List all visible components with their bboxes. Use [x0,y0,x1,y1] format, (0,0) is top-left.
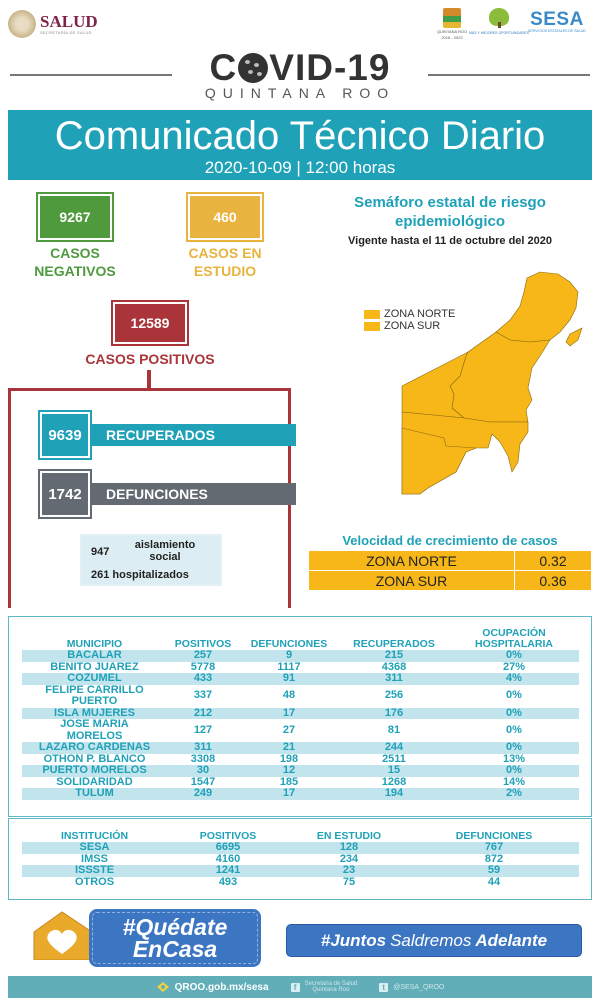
instituciones-header-row [22,828,579,842]
table-row [22,842,579,854]
hospitalizados-label: hospitalizados [112,569,189,581]
table-cell: 249 [167,788,239,800]
legend-label-sur: ZONA SUR [384,320,441,332]
positivos-label: CASOS POSITIVOS [85,351,215,367]
quedate-line2: EnCasa [132,936,218,962]
qroo-diamond-icon [156,981,170,993]
table-cell: 0% [449,765,579,777]
table-cell: 1117 [277,660,301,673]
juntos-part3: Adelante [475,930,548,950]
table-cell: 257 [167,650,239,662]
quedate-line1: #Quédate [122,914,228,940]
bracket-stem [147,370,151,390]
col-header-municipio: MUNICIPIO [66,638,123,650]
table-cell: 1241 [167,865,289,877]
aislamiento-value: 947 [91,546,110,558]
table-cell: IMSS [81,852,108,865]
quedate-text [92,912,258,964]
juntos-part2: Saldremos [390,930,472,950]
en-estudio-box [186,192,264,242]
table-cell: 212 [167,708,239,720]
house-heart-icon [30,910,100,960]
table-cell: TULUM [22,788,167,800]
col-header-en-estudio: EN ESTUDIO [316,830,382,842]
table-row [22,685,579,708]
covid-subtitle: QUINTANA ROO [204,85,396,101]
velocidad-zona: ZONA SUR [309,571,515,591]
bracket-left [8,388,11,608]
quintana-roo-shield-icon [443,8,461,28]
table-cell: FELIPE CARRILLO PUERTO [45,683,144,707]
table-cell: 244 [339,742,449,754]
table-cell: 44 [487,875,501,888]
positivos-value: 12589 [115,304,185,342]
semaforo-vigencia: Vigente hasta el 11 de octubre del 2020 [348,235,552,247]
table-cell: 0% [506,723,522,736]
en-estudio-label-line1: CASOS EN [188,245,262,261]
table-row [22,742,579,754]
positivos-box [111,300,189,346]
municipios-body [22,650,579,800]
semaforo-title [310,193,590,231]
quintana-roo-logo-years: 2016 - 2022 [441,35,463,40]
banner-date: 2020-10-09 | 12:00 horas [204,158,396,177]
table-cell: 21 [239,742,339,754]
table-cell: OTROS [74,875,115,888]
semaforo-title-line1: Semáforo estatal de riesgo [354,194,546,211]
aislamiento-label-line2: social [149,551,181,563]
quedate-en-casa-badge [30,910,262,968]
municipios-header-row [22,624,579,650]
salud-logo [8,10,98,38]
sesa-logo-subtitle: SERVICIOS ESTATALES DE SALUD [528,29,586,33]
table-cell: 4160 [215,852,241,865]
facebook-line1: Secretaria de Salud [304,981,358,987]
table-cell: 1268 [381,775,407,788]
table-cell: 27 [282,723,296,736]
table-row [22,877,579,889]
aislamiento-hospitalizados-box [80,534,222,586]
table-cell: 13% [502,752,526,765]
quintana-roo-map [380,260,600,530]
table-cell: 337 [193,689,213,702]
table-cell: ISSSTE [22,865,167,877]
table-cell: 2511 [382,752,406,765]
table-row [22,650,579,662]
defunciones-label: DEFUNCIONES [92,483,296,505]
table-cell: 433 [167,673,239,685]
table-cell: 91 [239,673,339,685]
negativos-value: 9267 [40,196,110,238]
defunciones-value: 1742 [42,473,88,515]
salud-logo-name: SALUD [40,12,98,31]
facebook-line2: Quintana Roo [312,987,350,993]
table-cell: 0% [449,708,579,720]
juntos-saldremos-badge [286,924,582,957]
mas-oportunidades-text: MÁS Y MEJORES OPORTUNIDADES [468,31,530,35]
table-row [22,765,579,777]
table-cell: 4% [449,673,579,685]
col-header-recuperados: RECUPERADOS [353,638,435,650]
table-cell: 311 [167,742,239,754]
legend-swatch-sur [364,322,380,331]
table-cell: 27% [502,660,526,673]
hospitalizados-line [91,569,189,581]
en-estudio-value: 460 [190,196,260,238]
sesa-logo [528,10,586,33]
table-cell: 15 [339,765,449,777]
table-cell: 194 [339,788,449,800]
hospitalizados-value: 261 [91,569,110,581]
website-text: QROO.gob.mx/sesa [174,981,269,993]
juntos-part1: #Juntos [320,930,387,950]
table-cell: 872 [484,852,504,865]
col-header-positivos: POSITIVOS [199,830,257,842]
facebook-link[interactable] [291,981,358,993]
table-cell: 215 [339,650,449,662]
footer-bar [8,976,592,998]
aislamiento-label-line1: aislamiento [134,539,196,551]
bracket-top [8,388,291,391]
table-cell: PUERTO MORELOS [22,765,167,777]
mas-oportunidades-logo [468,8,530,35]
velocidad-valor: 0.36 [515,571,592,591]
table-cell: 9 [239,650,339,662]
velocidad-title: Velocidad de crecimiento de casos [342,533,558,548]
table-cell: 256 [384,689,404,702]
table-cell: 198 [279,752,299,765]
table-cell: 493 [218,875,238,888]
table-cell: 1547 [190,775,216,788]
velocidad-valor: 0.32 [515,551,592,571]
map-region-central [450,332,550,422]
table-cell: 3308 [190,752,216,765]
table-cell: 127 [193,723,213,736]
instituciones-table [22,828,579,888]
table-cell: BENITO JUAREZ [50,660,139,673]
title-banner [8,110,592,180]
negativos-label [20,244,130,280]
table-cell: 81 [387,723,401,736]
table-cell: 75 [342,875,356,888]
table-cell: 59 [409,865,579,877]
twitter-link[interactable] [379,983,444,992]
table-cell: 5778 [190,660,216,673]
table-row [22,788,579,800]
table-cell: 17 [239,708,339,720]
negativos-box [36,192,114,242]
municipios-table [22,624,579,800]
table-cell: 0% [449,742,579,754]
legend-label-norte: ZONA NORTE [384,308,456,320]
table-row [22,719,579,742]
table-row [22,673,579,685]
velocidad-row [309,571,592,591]
facebook-icon: f [291,983,300,992]
col-header-positivos: POSITIVOS [174,638,232,650]
mexico-seal-icon [8,10,36,38]
aislamiento-label [126,539,204,563]
cozumel-island-icon [566,328,582,346]
en-estudio-label [170,244,280,280]
col-header-institucion: INSTITUCIÓN [60,830,129,842]
table-cell: LAZARO CARDENAS [22,742,167,754]
website-link[interactable] [156,981,269,993]
col-header-defunciones: DEFUNCIONES [250,638,328,650]
table-cell: 176 [339,708,449,720]
table-cell: 23 [289,865,409,877]
velocidad-zona: ZONA NORTE [309,551,515,571]
table-cell: 4368 [381,660,407,673]
table-cell: 12 [239,765,339,777]
covid-title-prefix: C [209,47,238,88]
legend-swatch-norte [364,310,380,319]
map-region-north [496,272,578,342]
twitter-handle: @SESA_QROO [393,983,445,991]
recuperados-stat [38,410,296,460]
velocidad-table [308,550,592,591]
defunciones-stat [38,469,296,519]
table-cell: ISLA MUJERES [22,708,167,720]
table-cell: 6695 [167,842,289,854]
table-cell: 30 [167,765,239,777]
tree-icon [489,8,509,26]
quintana-roo-logo-text: QUINTANA ROO [436,29,468,34]
recuperados-label: RECUPERADOS [92,424,296,446]
table-cell: 14% [502,775,526,788]
table-cell: 234 [339,852,359,865]
table-cell: OTHON P. BLANCO [43,752,146,765]
salud-logo-subtitle: SECRETARÍA DE SALUD [40,30,92,35]
quintana-roo-logo [436,8,468,40]
velocidad-row [309,551,592,571]
negativos-label-line2: NEGATIVOS [34,263,116,279]
table-cell: 0% [506,689,522,702]
facebook-text [305,981,358,993]
banner-title: Comunicado Técnico Diario [54,114,546,158]
table-cell: 48 [282,689,296,702]
table-cell: SOLIDARIDAD [56,775,133,788]
table-cell: 17 [239,788,339,800]
table-cell: 2% [449,788,579,800]
table-cell: COZUMEL [22,673,167,685]
covid-title [0,48,600,88]
table-cell: 767 [409,842,579,854]
recuperados-value: 9639 [42,414,88,456]
en-estudio-label-line2: ESTUDIO [193,263,257,279]
negativos-label-line1: CASOS [50,245,100,261]
table-cell: BACALAR [22,650,167,662]
table-row [22,865,579,877]
virus-icon [238,53,268,83]
table-cell: 185 [279,775,299,788]
table-cell: 128 [289,842,409,854]
instituciones-body [22,842,579,888]
covid-title-suffix: VID-19 [269,47,391,88]
table-cell: SESA [22,842,167,854]
semaforo-title-line2: epidemiológico [394,213,505,230]
col-header-ocupacion: OCUPACIÓN HOSPITALARIA [475,627,553,650]
twitter-icon: t [379,983,388,992]
col-header-defunciones: DEFUNCIONES [455,830,533,842]
table-cell: 0% [449,650,579,662]
sesa-logo-name: SESA [530,9,584,30]
table-cell: 311 [339,673,449,685]
table-cell: JOSE MARIA MORELOS [60,718,129,742]
